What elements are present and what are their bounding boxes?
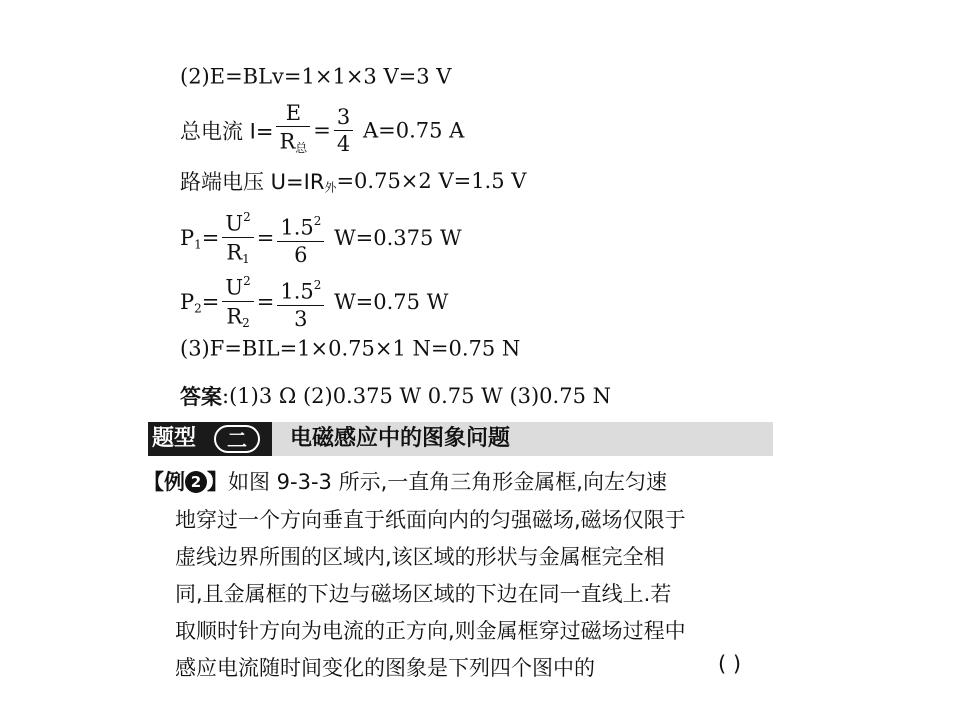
fraction-1p5sq-over-3: $\frac{1.5^2}{3}$ bbox=[277, 272, 324, 332]
section-bar bbox=[148, 422, 773, 456]
example-line-6: 感应电流随时间变化的图象是下列四个图中的 bbox=[175, 656, 595, 680]
example-line-3: 虚线边界所围的区域内,该区域的形状与金属框完全相 bbox=[175, 545, 665, 569]
answer-blank: ( ) bbox=[718, 652, 742, 676]
example-number-badge: 2 bbox=[185, 471, 207, 493]
solution-line-emf: (2)E=BLv=1×1×3 V=3 V bbox=[180, 64, 452, 89]
answer-line bbox=[180, 381, 611, 411]
example-label: 【例 2 】 bbox=[143, 470, 228, 494]
solution-line-current: 总电流 I= $\frac{E}{R_总}$ = $\frac{3}{4}$ A=0.75 A bbox=[180, 100, 464, 161]
example-line-1: 【例 2 】如图 9-3-3 所示,一直角三角形金属框,向左匀速 bbox=[143, 470, 667, 494]
fraction-u2-over-r1: $\frac{U^2}{R_1}$ bbox=[222, 204, 253, 272]
solution-line-voltage: 路端电压 $U=IR_外=0.75\times 2$ V=1.5 V bbox=[180, 169, 527, 195]
example-line-4: 同,且金属框的下边与磁场区域的下边在同一直线上.若 bbox=[175, 582, 672, 606]
solution-line-p2: $P_2=$ $\frac{U^2}{R_2}$ = $\frac{1.5^2}{3}$ W=0.75 W bbox=[180, 268, 448, 336]
fraction-e-over-r: $\frac{E}{R_总}$ bbox=[276, 100, 310, 161]
fraction-3-over-4: $\frac{3}{4}$ bbox=[334, 104, 353, 157]
answer-text: :(1)3 Ω (2)0.375 W 0.75 W (3)0.75 N bbox=[222, 384, 611, 408]
solution-line-force: (3)F=BIL=1×0.75×1 N=0.75 N bbox=[180, 336, 521, 361]
example-line-2: 地穿过一个方向垂直于纸面向内的匀强磁场,磁场仅限于 bbox=[175, 508, 686, 532]
example-line-5: 取顺时针方向为电流的正方向,则金属框穿过磁场过程中 bbox=[175, 619, 686, 643]
section-tag-text: 题型 bbox=[152, 426, 197, 451]
solution-line-p1: $P_1=$ $\frac{U^2}{R_1}$ = $\frac{1.5^2}{6}$ W=0.375 W bbox=[180, 204, 462, 272]
section-tag-number: 二 bbox=[214, 425, 260, 453]
section-title: 电磁感应中的图象问题 bbox=[290, 426, 511, 451]
section-tag bbox=[148, 422, 272, 456]
answer-label: 答案 bbox=[180, 385, 222, 409]
fraction-u2-over-r2: $\frac{U^2}{R_2}$ bbox=[222, 268, 253, 336]
fraction-1p5sq-over-6: $\frac{1.5^2}{6}$ bbox=[277, 208, 324, 268]
